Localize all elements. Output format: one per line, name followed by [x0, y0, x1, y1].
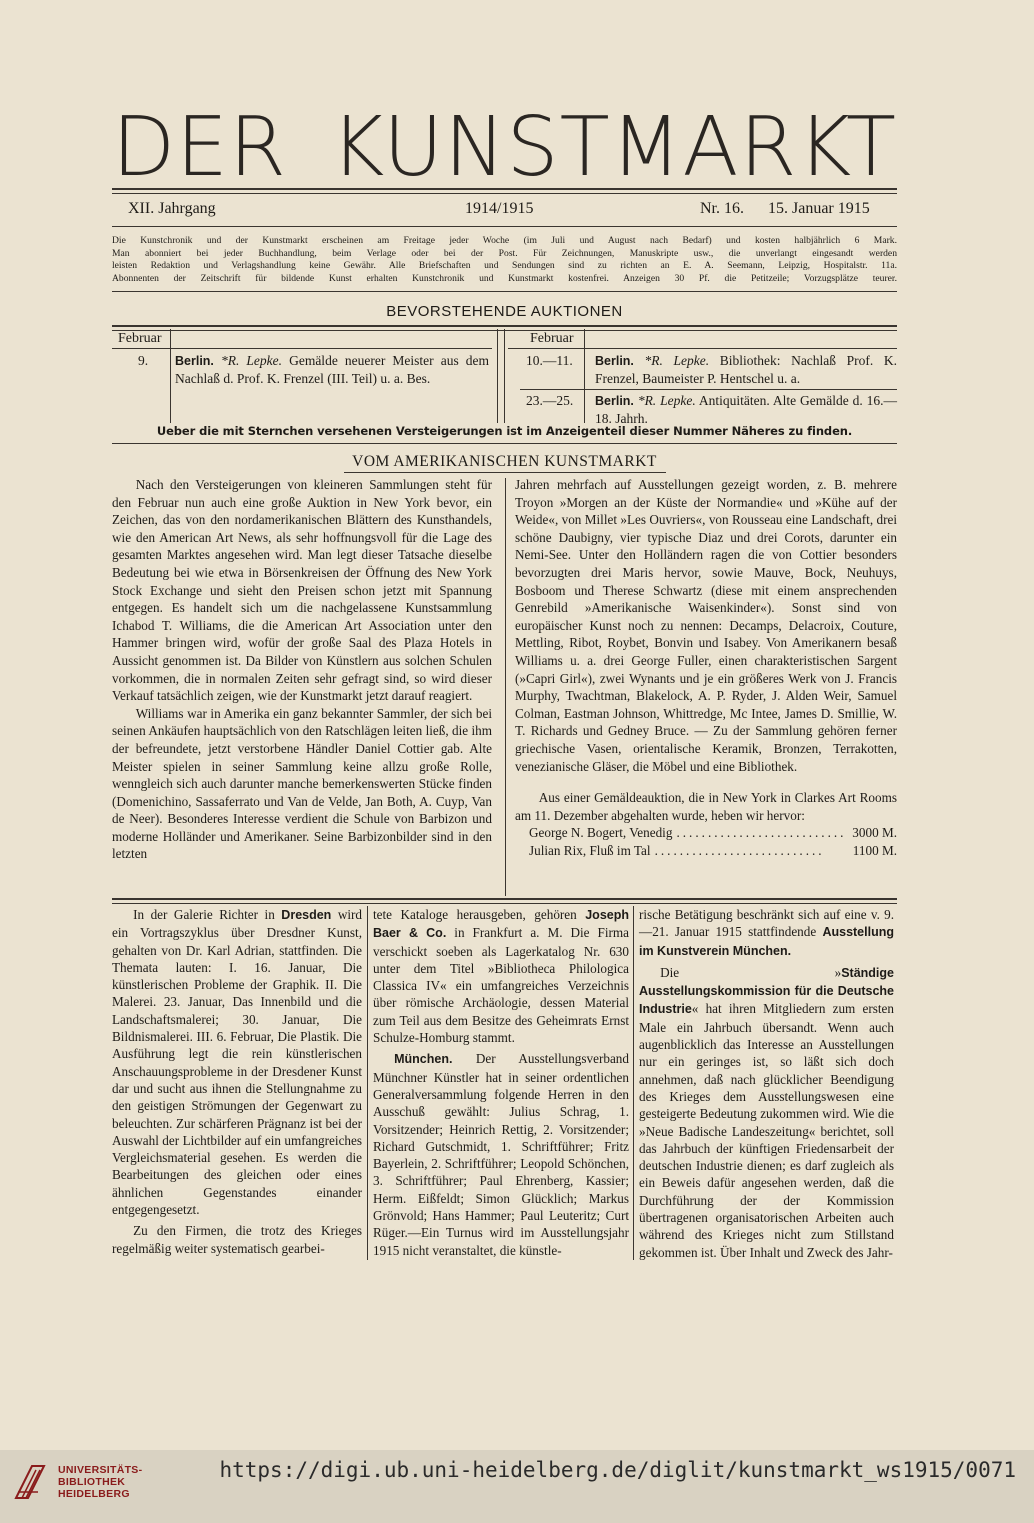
auction-city: Berlin.	[175, 354, 214, 368]
price-row	[515, 842, 897, 860]
article-title: VOM AMERIKANISCHEN KUNSTMARKT	[352, 453, 657, 470]
article-paragraph: Nach den Versteigerungen von kleineren Sammlungen steht für den Februar nun auch eine große Auktion in New York bevor, ein Zeichen, das von den nordamerikanischen Blättern des Kunsthandels, wie den American Art News, als sehr hoffnungsvoll für die Lage des gesamten Marktes angesehen wird. Man legt dieser Tatsache dieselbe Bedeutung bei wie etwa in Börsenkreisen der Öffnung des New York Stock Exchange und sieht den Preisen schon jetzt mit Spannung entgegen. Es handelt sich um die nachgelassene Kunstsammlung Ichabod T. Williams, die die American Art Association unter den Hammer bringen wird, wofür der große Saal des Plaza Hotels in Aussicht genommen ist. Da Bilder von Künstlern aus solchen Schulen vorkommen, die in normalen Zeiten sehr gefragt sind, so wird dieser Verkauf tatsächlich zeigen, wie der Kunstmarkt jetzt darauf reagiert.	[112, 477, 492, 704]
news-paragraph: tete Kataloge herausgeben, gehören Joseph Baer & Co. in Frankfurt a. M. Die Firma verschickt soeben als Lagerkatalog Nr. 630 unter dem Titel »Bibliotheca Philologica Classica IV« ein umfangreiches Verzeichnis über römische Archäologie, dessen Material zum Teil aus dem Besitze des Geheimrats Ernst Schulze-Homburg stammt.	[373, 907, 630, 1046]
issue-number: Nr. 16.	[700, 200, 744, 217]
news-paragraph: In der Galerie Richter in Dresden wird ein Vortragszyklus über Dresdner Kunst, gehalten von Dr. Karl Adrian, stattfinden. Die Themata lauten: I. 16. Januar, Die künstlerischen Probleme der Graphik. II. Die Malerei. 23. Januar, Das Innenbild und die Landschaftsmalerei; 30. Januar, Die Bildnismalerei. III. 6. Februar, Die Plastik. Die Ausführung legt die rein künstlerischen Anschauungsprobleme in der Dresdener Kunst dar und sucht aus ihnen die Stellungnahme zu den geistigen Strömungen der Gegenwart zu beleuchten. Zur schärferen Prägnanz ist bei der Auswahl der Lichtbilder auf ein umfangreiches Vergleichsmaterial gesehen. Es werden die Bearbeitungen des gleichen oder eines ähnlichen Gegenstandes einander entgegengesetzt.	[112, 907, 362, 1218]
article-paragraph: Jahren mehrfach auf Ausstellungen gezeigt worden, z. B. mehrere Troyon »Morgen an der Küste der Normandie« und »Kühe auf der Weide«, von Millet »Les Ouvriers«, von Rousseau eine Landschaft, drei schöne Daubigny, vier typische Diaz und drei Corots, darunter ein Nemi-See. Unter den Holländern ragen die von Cottier besonders bevorzugten drei Maris hervor, sowie Mauve, Bock, Neuhuys, Bosboom und Therese Schwartz (diese mit einem ansprechenden Genrebild »Amerikanische Waisenkinder«). Sonst sind von europäischer Kunst noch zu nennen: Decamps, Delacroix, Couture, Mettling, Ribot, Roybet, Bonvin und Isabey. Von Amerikanern besaß Williams u. a. drei George Fuller, einen charakteristischen Sargent (»Capri Girl«), zwei Wynants und je ein größeres Werk von J. Francis Murphy, Twachtman, Blakelock, A. P. Ryder, J. Alden Weir, Samuel Colman, Eastman Johnson, Whittredge, Mc Intee, James D. Smillie, W. T. Richards und Gedney Bruce. — Zu der Sammlung gehören ferner griechische Vasen, orientalische Keramik, Bronzen, Terrakotten, venezianische Gläser, die Möbel und eine Bibliothek.	[515, 477, 897, 774]
auction-month: Februar	[118, 331, 162, 346]
price-row	[515, 824, 897, 842]
price-item: Julian Rix, Fluß im Tal	[529, 842, 651, 858]
news-paragraph: Die »Ständige Ausstellungskommission für die Deutsche Industrie« hat ihren Mitgliedern zum ersten Male ein Jahrbuch übersandt. Wenn auch augenblicklich das Interesse an Ausstellungen nur ein geringes ist, so läßt sich doch annehmen, daß nach glücklicher Beendigung des Krieges dem Ausstellungswesen eine gesteigerte Bedeutung zukommen wird. Wie die »Neue Badische Landeszeitung« berichtet, soll das Jahrbuch der künftigen Friedensarbeit der deutschen Industrie dienen; es darf zugleich als ein Beweis dafür angesehen werden, daß die Durchführung der der Kommission übertragenen organisatorischen Arbeiten auch während des Krieges nicht zum Stillstand gekommen ist. Über Inhalt und Zweck des Jahr-	[639, 964, 894, 1260]
auction-date: 9.	[138, 353, 149, 368]
footnote-rule	[112, 443, 897, 444]
auction-half-divider	[504, 329, 505, 423]
price-item: George N. Bogert, Venedig	[529, 825, 673, 841]
notice-line: Die Kunstchronik und der Kunstmarkt erscheinen am Freitage jeder Woche (im Juli und August nach Bedarf) und kosten halbjährlich 6 Mark.	[112, 235, 897, 246]
news-column-divider	[367, 906, 368, 1260]
notice-rule	[112, 291, 897, 292]
news-paragraph: München. Der Ausstellungsverband Münchner Künstler hat in seiner ordentlichen Generalversammlung folgende Herren in den Ausschuß gewählt: Julius Schrag, 1. Vorsitzender; Heinrich Rettig, 2. Vorsitzender; Richard Gutschmidt, 1. Schriftführer; Fritz Bayerlein, 2. Schriftführer; Leopold Schönchen, 3. Schriftführer; Paul Ehrenberg, Kassier; Herm. Eißfeldt; Simon Glücklich; Markus Grönvold; Hans Hammer; Paul Leuteritz; Curt Rüger.—Ein Turnus wird im Ausstellungsjahr 1915 nicht veranstaltet, die künstle-	[373, 1051, 629, 1258]
auctions-title: BEVORSTEHENDE AUKTIONEN	[386, 303, 623, 320]
auction-right	[520, 329, 898, 426]
auction-date: 23.—25.	[526, 393, 574, 408]
auction-entry	[175, 352, 489, 387]
years: 1914/1915	[465, 200, 534, 217]
permalink-url[interactable]: https://digi.ub.uni-heidelberg.de/diglit/kunstmarkt_ws1915/0071	[219, 1458, 1016, 1482]
news-column-3	[639, 906, 894, 1261]
article-column-2	[515, 476, 897, 859]
leader-dots: ...........................	[654, 842, 825, 858]
news-paragraph: rische Betätigung beschränkt sich auf eine v. 9.—21. Januar 1915 stattfindende Ausstellung im Kunstverein München.	[639, 907, 894, 958]
price-value: 3000 M.	[852, 825, 897, 841]
auction-left	[118, 329, 498, 423]
news-top-rule	[112, 898, 897, 904]
news-column-1	[112, 906, 362, 1257]
masthead-rule	[112, 188, 897, 194]
issue-rule	[112, 226, 897, 227]
news-paragraph: Zu den Firmen, die trotz des Krieges regelmäßig weiter systematisch gearbei-	[112, 1223, 362, 1256]
article-column-1	[112, 476, 492, 863]
volume: XII. Jahrgang	[128, 200, 216, 217]
auction-entry: Berlin. *R. Lepke. Antiquitäten. Alte Gemälde d. 16.—18. Jahrh.	[595, 393, 898, 426]
notice-line: Man abonniert bei jeder Buchhandlung, beim Verlage oder bei der Post. Für Zeichnungen, Manuskripte usw., die unverlangt eingesandt werden	[112, 247, 897, 259]
notice-line: Abonnenten der Zeitschrift für bildende Kunst erhalten Kunstchronik und Kunstmarkt kostenfrei. Anzeigen 30 Pf. die Petitzeile; Vorzugsplätze teurer.	[112, 272, 897, 284]
auction-entry-rest: *R. Lepke. Gemälde neuerer Meister aus dem Nachlaß d. Prof. K. Frenzel (III. Teil) u. a. Bes.	[175, 353, 489, 386]
library-logo-text: UNIVERSITÄTS- BIBLIOTHEK HEIDELBERG	[58, 1464, 143, 1500]
publication-notice	[112, 235, 897, 285]
auction-month: Februar	[530, 331, 574, 346]
article-paragraph: Aus einer Gemäldeauktion, die in New York in Clarkes Art Rooms am 11. Dezember abgehalten wurde, heben wir hervor:	[515, 790, 897, 823]
auction-entry: Berlin. *R. Lepke. Bibliothek: Nachlaß Prof. K. Frenzel, Baumeister P. Hentschel u. a.	[595, 353, 898, 386]
article-paragraph: Williams war in Amerika ein ganz bekannter Sammler, der sich bei seinen Ankäufen hauptsächlich von den Ratschlägen leiten ließ, die ihm der befreundete, jetzt verstorbene Händler Daniel Cottier gab. Alte Meister spielen in seiner Sammlung keine allzu große Rolle, wenngleich sich auch darunter manche bemerkenswerten Stücke finden (Domenichino, Sassaferrato und Van de Velde, Jan Both, A. Cuyp, Van de Neer). Besonderes Interesse verdient die Schule von Barbizon und moderne Holländer und Amerikaner. Seine Barbizonbilder sind in den letzten	[112, 705, 492, 862]
price-value: 1100 M.	[852, 842, 897, 858]
masthead-title: DER KUNSTMARKT	[112, 100, 897, 195]
leader-dots: ...........................	[676, 825, 847, 841]
news-column-divider	[633, 906, 634, 1260]
notice-line: leisten Redaktion und Verlagshandlung keine Gewähr. Alle Briefschaften und Sendungen sind zu richten an E. A. Seemann, Leipzig, Hospitalstr. 11a.	[112, 260, 897, 271]
issue-date: 15. Januar 1915	[768, 200, 870, 217]
news-column-2	[373, 906, 629, 1259]
auction-date: 10.—11.	[526, 353, 573, 368]
auction-footnote: Ueber die mit Sternchen versehenen Versteigerungen ist im Anzeigenteil dieser Nummer Näheres zu finden.	[156, 424, 853, 438]
library-logo-icon	[12, 1462, 48, 1502]
article-column-divider	[505, 478, 506, 896]
article-title-rule	[344, 472, 666, 473]
